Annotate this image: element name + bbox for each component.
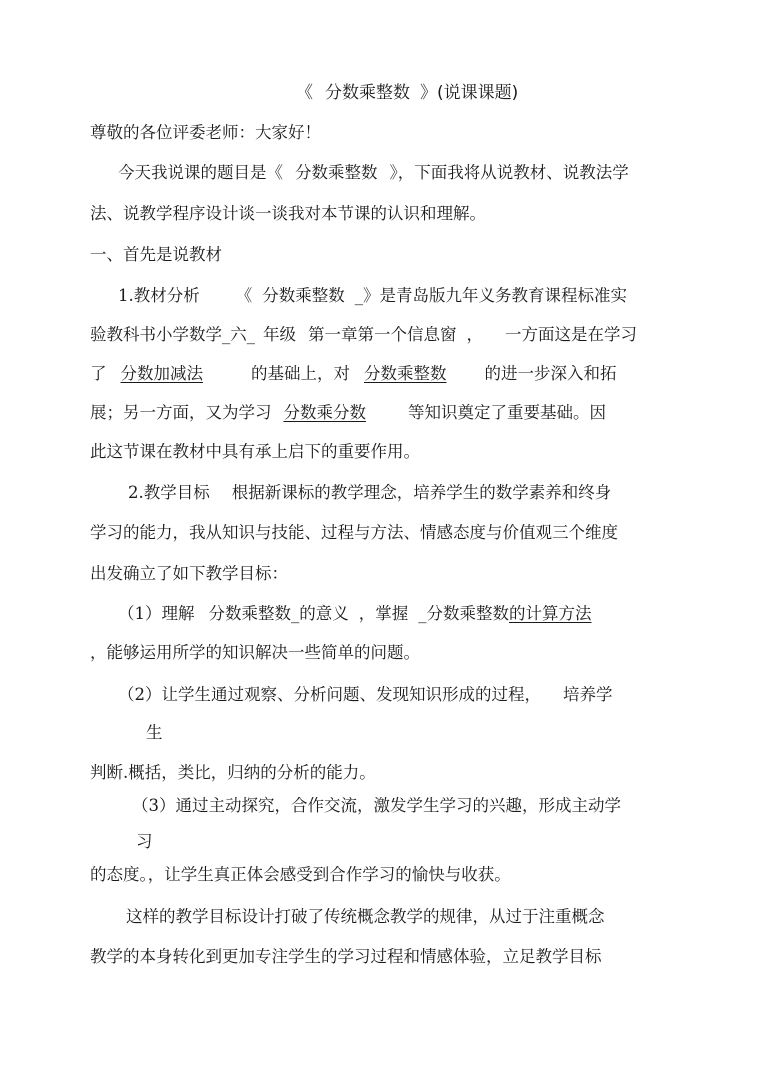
item1-l3-a: 了 bbox=[90, 364, 107, 383]
item1-l2-b: 年级 bbox=[263, 325, 296, 344]
section-heading: 一、首先是说教材 bbox=[90, 245, 222, 264]
item1-l3-b: 的基础上，对 bbox=[251, 364, 350, 383]
item1-l4-a: 展；另一方面，又为学习 bbox=[90, 403, 272, 422]
title-topic: 分数乘整数 bbox=[325, 83, 410, 103]
intro-line-1 bbox=[118, 162, 629, 184]
item2-line-2: 学习的能力，我从知识与技能、过程与方法、情感态度与价值观三个维度 bbox=[90, 523, 618, 542]
goal2-line-1 bbox=[118, 684, 613, 706]
intro-text-b: 》，下面我将从说教材、说教法学 bbox=[389, 163, 629, 182]
item2-label: 2.教学目标 bbox=[128, 483, 210, 502]
goal1-line-1 bbox=[118, 603, 622, 625]
goal1-b: _的意义 bbox=[291, 604, 349, 623]
item2-line-3: 出发确立了如下教学目标： bbox=[90, 564, 288, 583]
goal1-c: ，掌握 bbox=[358, 604, 409, 623]
item1-l2-e: 一方面这是在学习 bbox=[505, 325, 637, 344]
title-suffix: (说课课题) bbox=[437, 83, 519, 103]
item1-line-4 bbox=[90, 402, 606, 424]
item1-l3-blank1: 分数加减法 bbox=[120, 364, 203, 383]
item1-label: 1.教材分析 bbox=[118, 286, 200, 305]
closing-line-1: 这样的教学目标设计打破了传统概念教学的规律，从过于注重概念 bbox=[126, 907, 605, 926]
goal2-line-3: 判断.概括，类比，归纳的分析的能力。 bbox=[90, 763, 376, 782]
goal2-l1: （2）让学生通过观察、分析问题、发现知识形成的过程， bbox=[118, 685, 541, 704]
title-close: 》 bbox=[420, 83, 437, 103]
closing-line-2: 教学的本身转化到更加专注学生的学习过程和情感体验，立足教学目标 bbox=[90, 947, 602, 966]
item2-l1: 根据新课标的教学理念，培养学生的数学素养和终身 bbox=[231, 483, 612, 502]
intro-line-2: 法、说教学程序设计谈一谈我对本节课的认识和理解。 bbox=[90, 204, 486, 223]
intro-topic: 分数乘整数 bbox=[295, 163, 378, 182]
item1-line-5: 此这节课在教材中具有承上启下的重要作用。 bbox=[90, 442, 420, 461]
goal3-line-3: 的态度。，让学生真正体会感受到合作学习的愉快与收获。 bbox=[90, 865, 511, 884]
item1-l4-blank: 分数乘分数 bbox=[283, 403, 366, 422]
goal3-line-2: 习 bbox=[136, 832, 153, 851]
goal1-a: （1）理解 bbox=[118, 604, 195, 623]
item1-l3-blank2: 分数乘整数 bbox=[364, 364, 447, 383]
item1-topic: 分数乘整数 bbox=[262, 286, 345, 305]
page-title bbox=[296, 82, 518, 104]
item1-l2-c: 第一章第一个信息窗 bbox=[308, 325, 457, 344]
goal1-blank2: _分数乘整数 bbox=[418, 604, 509, 623]
item2-line-1 bbox=[128, 482, 611, 504]
item1-open: 《 bbox=[235, 286, 253, 305]
item1-line-1 bbox=[118, 285, 627, 307]
item1-l2-a: 验教科书小学数学_六_ bbox=[90, 325, 255, 344]
item1-line-2 bbox=[90, 324, 637, 346]
item1-rest: 》是青岛版九年义务教育课程标准实 bbox=[363, 286, 627, 305]
title-open: 《 bbox=[296, 83, 313, 103]
item1-l2-d: ， bbox=[466, 325, 483, 344]
goal2-line-2: 生 bbox=[146, 723, 163, 742]
item1-l4-b: 等知识奠定了重要基础。因 bbox=[408, 403, 606, 422]
goal3-line-1: （3）通过主动探究，合作交流，激发学生学习的兴趣，形成主动学 bbox=[132, 796, 621, 815]
intro-text-a: 今天我说课的题目是《 bbox=[118, 163, 283, 182]
goal1-blank1: 分数乘整数 bbox=[208, 604, 291, 623]
greeting: 尊敬的各位评委老师：大家好！ bbox=[90, 123, 321, 142]
goal2-l1-tail: 培养学 bbox=[563, 685, 613, 704]
item1-l3-c: 的进一步深入和拓 bbox=[484, 364, 617, 383]
goal1-d: 的计算方法 bbox=[509, 604, 592, 623]
item1-line-3 bbox=[90, 363, 617, 385]
goal1-line-2: ，能够运用所学的知识解决一些简单的问题。 bbox=[90, 643, 420, 662]
item1-blank: _ bbox=[354, 286, 363, 305]
